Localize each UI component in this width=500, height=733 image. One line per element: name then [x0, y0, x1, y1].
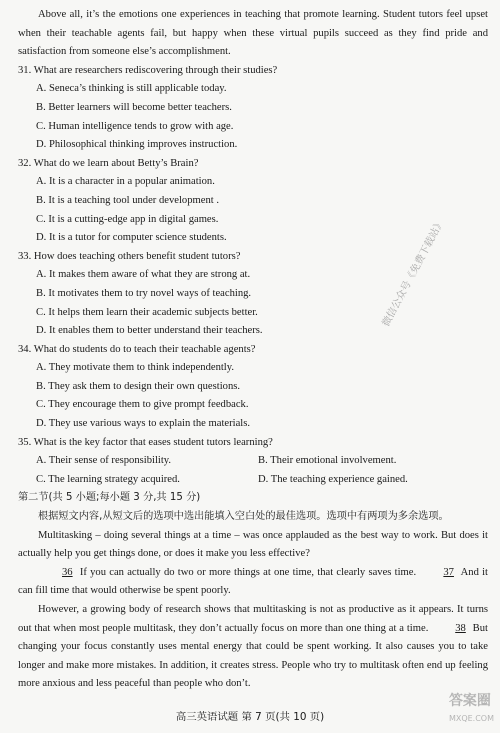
- option-d: D. It is a tutor for computer science students.: [36, 232, 227, 244]
- option-c: C. It helps them learn their academic subjects better.: [36, 306, 258, 318]
- logo-text: 答案圈: [448, 692, 491, 709]
- question-32: [18, 155, 488, 248]
- exam-page: [18, 6, 488, 694]
- logo-subtext: MXQE.COM: [448, 714, 494, 724]
- site-logo: [449, 692, 494, 729]
- watermark-text: 微信公众号《免费下载站》: [380, 217, 447, 329]
- question-stem: 34. What do students do to teach their teachable agents?: [18, 343, 256, 355]
- option-a: A. It makes them aware of what they are strong at.: [36, 269, 251, 281]
- options-row: [36, 471, 488, 490]
- intro-paragraph: Above all, it’s the emotions one experiences in teaching that promote learning. Student tutors feel upset when their teachable agents fail, but happy when these virtual pupils succeed as they find pride and satisfaction from someone else’s accomplishment.: [18, 9, 488, 58]
- question-stem: 33. How does teaching others benefit student tutors?: [18, 250, 241, 262]
- passage-text: And it can fill time that would otherwise be spent poorly.: [18, 566, 488, 597]
- question-stem: 31. What are researchers rediscovering through their studies?: [18, 64, 278, 76]
- blank-36: 36: [62, 566, 73, 578]
- passage-text: But changing your focus constantly uses mental energy that could be spent working. It also causes you to take longer and make more mistakes. In addition, it creates stress. People who try to multitask often end up feeling more anxious and less peaceful than people who don’t.: [18, 622, 488, 690]
- option-c: C. It is a cutting-edge app in digital games.: [36, 213, 219, 225]
- passage-text: If you can actually do two or more things at one time, that clearly saves time.: [76, 566, 420, 578]
- option-a: A. Their sense of responsibility.: [36, 455, 172, 467]
- option-d: D. It enables them to better understand their teachers.: [36, 325, 263, 337]
- option-b: B. Their emotional involvement.: [258, 455, 397, 467]
- option-a: A. They motivate them to think independently.: [36, 362, 235, 374]
- option-b: B. It motivates them to try novel ways of teaching.: [36, 287, 252, 299]
- option-c: C. Human intelligence tends to grow with age.: [36, 120, 234, 132]
- option-d: D. They use various ways to explain the materials.: [36, 418, 250, 430]
- options-row: [36, 452, 488, 471]
- passage-paragraph-1: Multitasking – doing several things at a time – was once applauded as the best way to work. But does it actually help you get things done, or does it make you less effective?: [18, 529, 488, 560]
- question-stem: 35. What is the key factor that eases student tutors learning?: [18, 436, 273, 448]
- option-d: D. The teaching experience gained.: [258, 473, 408, 485]
- passage-paragraph-3: [18, 601, 488, 694]
- option-d: D. Philosophical thinking improves instruction.: [36, 139, 238, 151]
- option-a: A. Seneca’s thinking is still applicable today.: [36, 83, 227, 95]
- blank-37: 37: [443, 566, 454, 578]
- option-c: C. They encourage them to give prompt feedback.: [36, 399, 249, 411]
- section-heading: 第二节(共 5 小题;每小题 3 分,共 15 分): [18, 492, 201, 504]
- question-stem: 32. What do we learn about Betty’s Brain?: [18, 157, 199, 169]
- option-a: A. It is a character in a popular animation.: [36, 176, 215, 188]
- option-b: B. It is a teaching tool under development .: [36, 194, 219, 206]
- blank-38: 38: [455, 622, 466, 634]
- option-b: B. Better learners will become better teachers.: [36, 101, 232, 113]
- option-b: B. They ask them to design their own questions.: [36, 380, 241, 392]
- page-footer: 高三英语试题 第 7 页(共 10 页): [175, 711, 325, 723]
- passage-text: However, a growing body of research shows that multitasking is not as productive as it appears. It turns out that when most people multitask, they don’t actually focus on more than one thing at a time.: [18, 604, 488, 634]
- question-31: [18, 62, 488, 155]
- question-34: [18, 341, 488, 434]
- section-instruction: 根据短文内容,从短文后的选项中选出能填入空白处的最佳选项。选项中有两项为多余选项。: [38, 511, 449, 523]
- passage-paragraph-2: [18, 564, 488, 601]
- option-c: C. The learning strategy acquired.: [36, 473, 180, 485]
- question-35: [18, 434, 488, 490]
